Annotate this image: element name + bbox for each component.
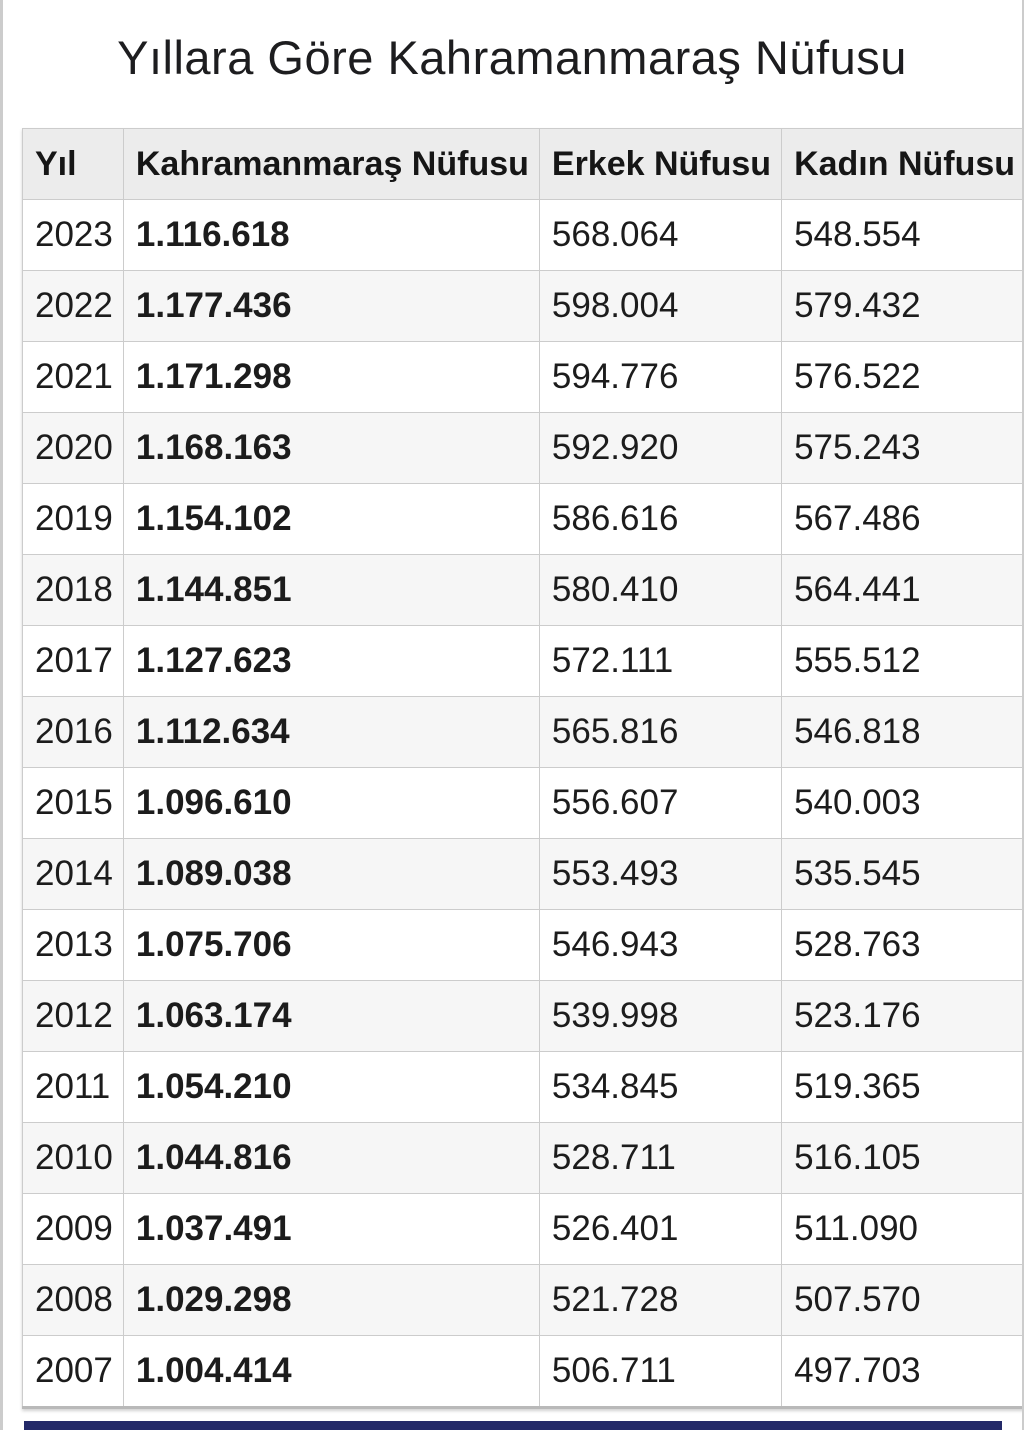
table-row [23,200,1024,271]
male-cell: 580.410 [539,555,781,626]
female-cell: 575.243 [782,413,1024,484]
total-cell: 1.177.436 [123,271,539,342]
female-cell: 564.441 [782,555,1024,626]
table-row [23,839,1024,910]
year-cell: 2013 [23,910,124,981]
year-cell: 2015 [23,768,124,839]
total-cell: 1.168.163 [123,413,539,484]
table-row [23,910,1024,981]
table-row [23,1194,1024,1265]
male-cell: 528.711 [539,1123,781,1194]
table-row [23,1052,1024,1123]
page-left-edge-line [0,0,3,1430]
population-table [22,128,1024,1409]
total-cell: 1.044.816 [123,1123,539,1194]
table-row [23,981,1024,1052]
total-cell: 1.054.210 [123,1052,539,1123]
male-cell: 568.064 [539,200,781,271]
total-cell: 1.154.102 [123,484,539,555]
total-cell: 1.004.414 [123,1336,539,1408]
total-cell: 1.029.298 [123,1265,539,1336]
year-cell: 2019 [23,484,124,555]
male-cell: 572.111 [539,626,781,697]
male-cell: 556.607 [539,768,781,839]
header-cell-total: Kahramanmaraş Nüfusu [123,129,539,200]
table-body [23,200,1024,1408]
table-row [23,768,1024,839]
male-cell: 592.920 [539,413,781,484]
female-cell: 567.486 [782,484,1024,555]
header-row [23,129,1024,200]
female-cell: 540.003 [782,768,1024,839]
female-cell: 507.570 [782,1265,1024,1336]
year-cell: 2014 [23,839,124,910]
table-header [23,129,1024,200]
header-cell-year: Yıl [23,129,124,200]
year-cell: 2009 [23,1194,124,1265]
male-cell: 598.004 [539,271,781,342]
year-cell: 2012 [23,981,124,1052]
table-row [23,1123,1024,1194]
total-cell: 1.089.038 [123,839,539,910]
table-row [23,555,1024,626]
total-cell: 1.171.298 [123,342,539,413]
total-cell: 1.144.851 [123,555,539,626]
header-cell-male: Erkek Nüfusu [539,129,781,200]
table-row [23,484,1024,555]
year-cell: 2011 [23,1052,124,1123]
table-row [23,1336,1024,1408]
year-cell: 2010 [23,1123,124,1194]
female-cell: 511.090 [782,1194,1024,1265]
female-cell: 523.176 [782,981,1024,1052]
table-row [23,413,1024,484]
year-cell: 2020 [23,413,124,484]
table-row [23,1265,1024,1336]
male-cell: 553.493 [539,839,781,910]
female-cell: 579.432 [782,271,1024,342]
total-cell: 1.037.491 [123,1194,539,1265]
header-cell-female: Kadın Nüfusu [782,129,1024,200]
female-cell: 555.512 [782,626,1024,697]
male-cell: 594.776 [539,342,781,413]
table-row [23,342,1024,413]
male-cell: 546.943 [539,910,781,981]
male-cell: 526.401 [539,1194,781,1265]
total-cell: 1.096.610 [123,768,539,839]
page-title: Yıllara Göre Kahramanmaraş Nüfusu [117,31,907,84]
male-cell: 506.711 [539,1336,781,1408]
year-cell: 2017 [23,626,124,697]
total-cell: 1.116.618 [123,200,539,271]
female-cell: 546.818 [782,697,1024,768]
female-cell: 548.554 [782,200,1024,271]
female-cell: 535.545 [782,839,1024,910]
female-cell: 528.763 [782,910,1024,981]
total-cell: 1.063.174 [123,981,539,1052]
table-row [23,626,1024,697]
year-cell: 2007 [23,1336,124,1408]
male-cell: 565.816 [539,697,781,768]
female-cell: 576.522 [782,342,1024,413]
year-cell: 2008 [23,1265,124,1336]
table-row [23,697,1024,768]
table-row [23,271,1024,342]
female-cell: 519.365 [782,1052,1024,1123]
year-cell: 2021 [23,342,124,413]
male-cell: 521.728 [539,1265,781,1336]
total-cell: 1.127.623 [123,626,539,697]
year-cell: 2023 [23,200,124,271]
footer-bar [24,1421,1002,1430]
male-cell: 586.616 [539,484,781,555]
total-cell: 1.112.634 [123,697,539,768]
female-cell: 516.105 [782,1123,1024,1194]
male-cell: 539.998 [539,981,781,1052]
year-cell: 2018 [23,555,124,626]
year-cell: 2022 [23,271,124,342]
total-cell: 1.075.706 [123,910,539,981]
male-cell: 534.845 [539,1052,781,1123]
female-cell: 497.703 [782,1336,1024,1408]
year-cell: 2016 [23,697,124,768]
